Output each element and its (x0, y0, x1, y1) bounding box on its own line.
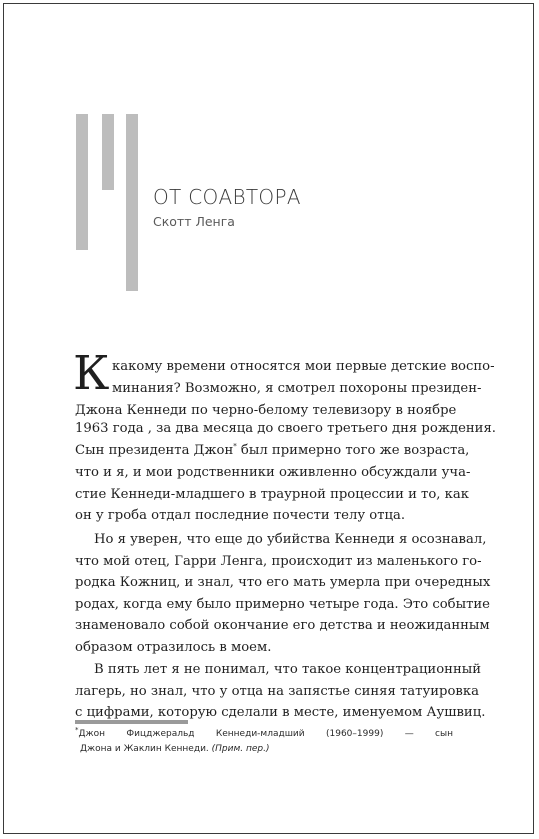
footnote-ref: * (233, 442, 237, 451)
text-line: с цифрами, которую сделали в месте, именуемом Аушвиц. (75, 705, 486, 720)
text-line: какому времени относятся мои первые детские воспо- (112, 359, 495, 374)
text-line: что мой отец, Гарри Ленга, происходит из маленького го- (75, 554, 482, 569)
chapter-author: Скотт Ленга (153, 214, 235, 229)
text-line: что и я, и мои родственники оживленно обсуждали уча- (75, 465, 471, 480)
footnote-text: Джона и Жаклин Кеннеди. (80, 744, 212, 754)
chapter-title: ОТ СОАВТОРА (153, 185, 301, 209)
footnote-line (80, 742, 458, 757)
text-line: В пять лет я не понимал, что такое концентрационный (94, 662, 482, 677)
text-line: родах, когда ему было примерно четыре года. Это событие (75, 597, 490, 612)
footnote-text: Джон Фицджеральд Кеннеди-младший (1960–1999) — сын (78, 729, 453, 739)
footnote-rule (75, 720, 188, 724)
text-line: минания? Возможно, я смотрел похороны президен- (112, 381, 482, 396)
text-line: он у гроба отдал последние почести телу отца. (75, 508, 406, 523)
text-line: образом отразилось в моем. (75, 640, 272, 655)
footnote-note: (Прим. пер.) (211, 744, 270, 754)
text-line: знаменовало собой окончание его детства и неожиданным (75, 618, 490, 633)
footnote-mark: * (75, 726, 79, 734)
decor-bar-2 (102, 114, 114, 190)
text-line: родка Кожниц, и знал, что его мать умерла при очередных (75, 575, 491, 590)
text-line: 1963 года , за два месяца до своего третьего дня рождения. (75, 421, 496, 436)
drop-cap: К (73, 346, 110, 401)
text-fragment: Сын президента Джон (75, 443, 234, 458)
text-line: стие Кеннеди-младшего в траурной процессии и то, как (75, 487, 470, 502)
footnote-line (75, 727, 453, 742)
decor-bar-3 (126, 114, 138, 291)
text-line: Джона Кеннеди по черно-белому телевизору в ноябре (75, 403, 457, 418)
decor-bar-1 (76, 114, 88, 250)
text-line: лагерь, но знал, что у отца на запястье синяя татуировка (75, 684, 479, 699)
text-fragment: был примерно того же возраста, (236, 443, 470, 458)
text-line: Но я уверен, что еще до убийства Кеннеди я осознавал, (94, 532, 487, 547)
text-line (75, 440, 470, 462)
